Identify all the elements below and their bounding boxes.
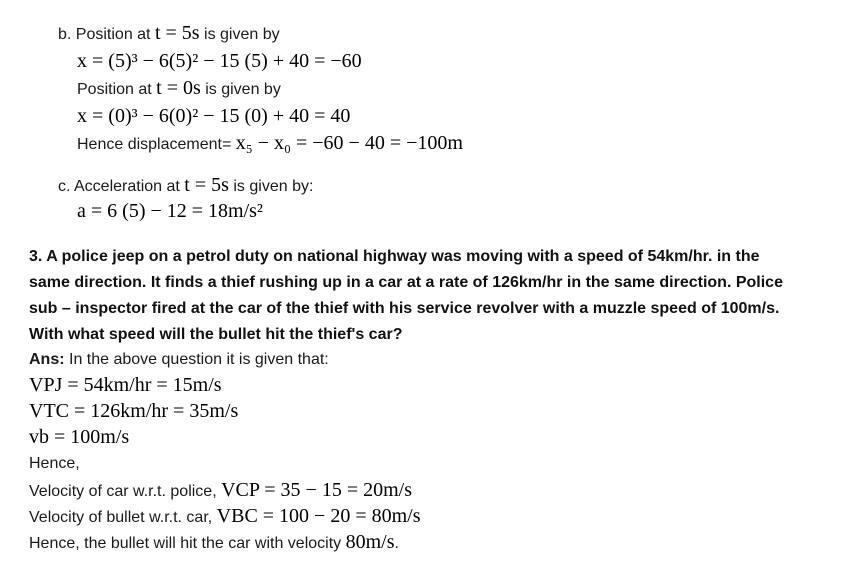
part-b-equation-1: x = (5)³ − 6(5)² − 15 (5) + 40 = −60 <box>77 50 362 72</box>
part-b-position-zero-heading <box>77 77 281 101</box>
question-line-3: sub – inspector fired at the car of the thief with his service revolver with a muzzle speed of 100m/s. <box>29 300 780 317</box>
pos0-suffix: is given by <box>200 81 281 98</box>
answer-vcp <box>29 479 412 503</box>
vcp-math: VCP = 35 − 15 = 20m/s <box>221 479 412 501</box>
answer-intro-text: In the above question it is given that: <box>64 351 329 368</box>
answer-vpj: VPJ = 54km/hr = 15m/s <box>29 374 222 396</box>
vbc-math: VBC = 100 − 20 = 80m/s <box>216 505 421 527</box>
answer-vtc: VTC = 126km/hr = 35m/s <box>29 400 239 422</box>
part-b-heading-suffix: is given by <box>199 26 280 43</box>
pos0-text: Position at <box>77 81 157 98</box>
part-c-heading-suffix: is given by: <box>228 178 314 195</box>
pos0-math: t = 0s <box>156 77 201 99</box>
final-math: 80m/s <box>345 531 395 553</box>
part-b-heading <box>58 22 280 46</box>
vbc-text: Velocity of bullet w.r.t. car, <box>29 509 217 526</box>
question-line-2: same direction. It finds a thief rushing up in a car at a rate of 126km/hr in the same direction. Police <box>29 274 783 291</box>
displacement-text: Hence displacement= <box>77 136 236 153</box>
part-b-heading-text: b. Position at <box>58 26 155 43</box>
final-period: . <box>394 535 399 552</box>
part-c-heading-text: c. Acceleration at <box>58 178 185 195</box>
part-c-equation: a = 6 (5) − 12 = 18m/s² <box>77 200 263 222</box>
part-b-heading-math: t = 5s <box>154 22 200 44</box>
answer-intro <box>29 349 329 371</box>
answer-vbc <box>29 505 421 529</box>
part-c-heading-math: t = 5s <box>184 174 229 196</box>
question-line-1: 3. A police jeep on a petrol duty on national highway was moving with a speed of 54km/hr. in the <box>29 248 760 265</box>
answer-final <box>29 531 399 555</box>
part-b-displacement <box>77 132 463 156</box>
part-b-equation-2: x = (0)³ − 6(0)² − 15 (0) + 40 = 40 <box>77 105 351 127</box>
question-line-4: With what speed will the bullet hit the thief's car? <box>29 326 403 343</box>
vcp-text: Velocity of car w.r.t. police, <box>29 483 222 500</box>
answer-label: Ans: <box>29 351 65 368</box>
answer-hence: Hence, <box>29 455 80 472</box>
answer-vb: vb = 100m/s <box>29 426 130 448</box>
displacement-math: x₅ − x₀ = −60 − 40 = −100m <box>235 132 463 154</box>
part-c-heading <box>58 174 313 198</box>
final-text: Hence, the bullet will hit the car with velocity <box>29 535 346 552</box>
